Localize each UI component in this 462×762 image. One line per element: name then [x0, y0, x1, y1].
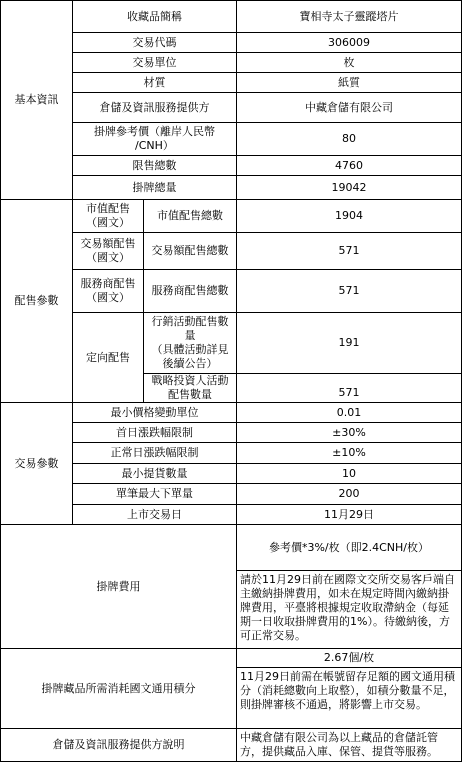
label-market-value-total: 市值配售總數 — [144, 200, 237, 233]
provider-desc-note: 中藏倉儲有限公司為以上藏品的倉儲託管方，提供藏品入庫、保管、提貨等服務。 — [237, 729, 462, 762]
value-marketing-allocation: 191 — [237, 313, 462, 374]
points-value: 2.67個/枚 — [237, 649, 462, 668]
trading-label-listing-date: 上市交易日 — [73, 505, 237, 525]
trading-value-listing-date: 11月29日 — [237, 505, 462, 525]
group-service-provider: 服務商配售 （國文） — [73, 270, 144, 313]
label-marketing-allocation: 行銷活動配售數 量 （具體活動詳見 後續公告） — [144, 313, 237, 374]
trading-value-first-day-limit: ±30% — [237, 423, 462, 443]
listing-fee-reference: 參考價*3%/枚（即2.4CNH/枚） — [237, 525, 462, 571]
section-allocation-label: 配售參數 — [0, 200, 73, 403]
value-market-value-total: 1904 — [237, 200, 462, 233]
label-service-provider-total: 服務商配售總數 — [144, 270, 237, 313]
basic-label-material: 材質 — [73, 73, 237, 93]
basic-value-trade-unit: 枚 — [237, 53, 462, 73]
trading-label-max-order: 單筆最大下單量 — [73, 484, 237, 505]
group-directed: 定向配售 — [73, 313, 144, 403]
value-strategic-allocation: 571 — [237, 374, 462, 403]
trading-value-min-pickup: 10 — [237, 464, 462, 484]
group-market-value: 市值配售 （國文） — [73, 200, 144, 233]
basic-label-trade-unit: 交易單位 — [73, 53, 237, 73]
trading-label-first-day-limit: 首日漲跌幅限制 — [73, 423, 237, 443]
trading-label-tick-size: 最小價格變動單位 — [73, 403, 237, 423]
section-basic-label: 基本資訊 — [0, 0, 73, 200]
listing-fee-label: 掛牌費用 — [0, 525, 237, 649]
basic-label-storage-provider: 倉儲及資訊服務提供方 — [73, 93, 237, 123]
basic-value-storage-provider: 中藏倉儲有限公司 — [237, 93, 462, 123]
value-service-provider-total: 571 — [237, 270, 462, 313]
trading-value-max-order: 200 — [237, 484, 462, 505]
value-trade-amount-total: 571 — [237, 233, 462, 270]
listing-fee-note: 請於11月29日前在國際文交所交易客戶端自主繳納掛牌費用，如未在規定時間內繳納掛牌費用，平臺將根據規定收取滯納金（每延期一日收取掛牌費用的1%）。待繳納後，方可正常交易。 — [237, 571, 462, 649]
basic-value-material: 紙質 — [237, 73, 462, 93]
basic-value-trade-code: 306009 — [237, 33, 462, 53]
basic-label-trade-code: 交易代碼 — [73, 33, 237, 53]
basic-value-reference-price: 80 — [237, 123, 462, 156]
group-trade-amount: 交易額配售 （國文） — [73, 233, 144, 270]
trading-value-tick-size: 0.01 — [237, 403, 462, 423]
value-total-limit: 4760 — [237, 156, 462, 176]
basic-label-short-name: 收藏品簡稱 — [73, 0, 237, 33]
trading-value-normal-day-limit: ±10% — [237, 443, 462, 464]
label-total-listing: 掛牌總量 — [73, 176, 237, 200]
value-total-listing: 19042 — [237, 176, 462, 200]
points-label: 掛牌藏品所需消耗國文通用積分 — [0, 649, 237, 729]
label-trade-amount-total: 交易額配售總數 — [144, 233, 237, 270]
trading-label-normal-day-limit: 正常日漲跌幅限制 — [73, 443, 237, 464]
section-trading-label: 交易參數 — [0, 403, 73, 525]
label-strategic-allocation: 戰略投資人活動 配售數量 — [144, 374, 237, 403]
points-note: 11月29日前需在帳號留存足額的國文通用積分（消耗總數向上取整），如積分數量不足，則掛牌審核不通過，將影響上市交易。 — [237, 668, 462, 729]
trading-label-min-pickup: 最小提貨數量 — [73, 464, 237, 484]
basic-value-short-name: 寶相寺太子靈蹤塔片 — [237, 0, 462, 33]
basic-label-reference-price: 掛牌參考價（離岸人民幣 /CNH） — [73, 123, 237, 156]
provider-desc-label: 倉儲及資訊服務提供方說明 — [0, 729, 237, 762]
label-total-limit: 限售總數 — [73, 156, 237, 176]
